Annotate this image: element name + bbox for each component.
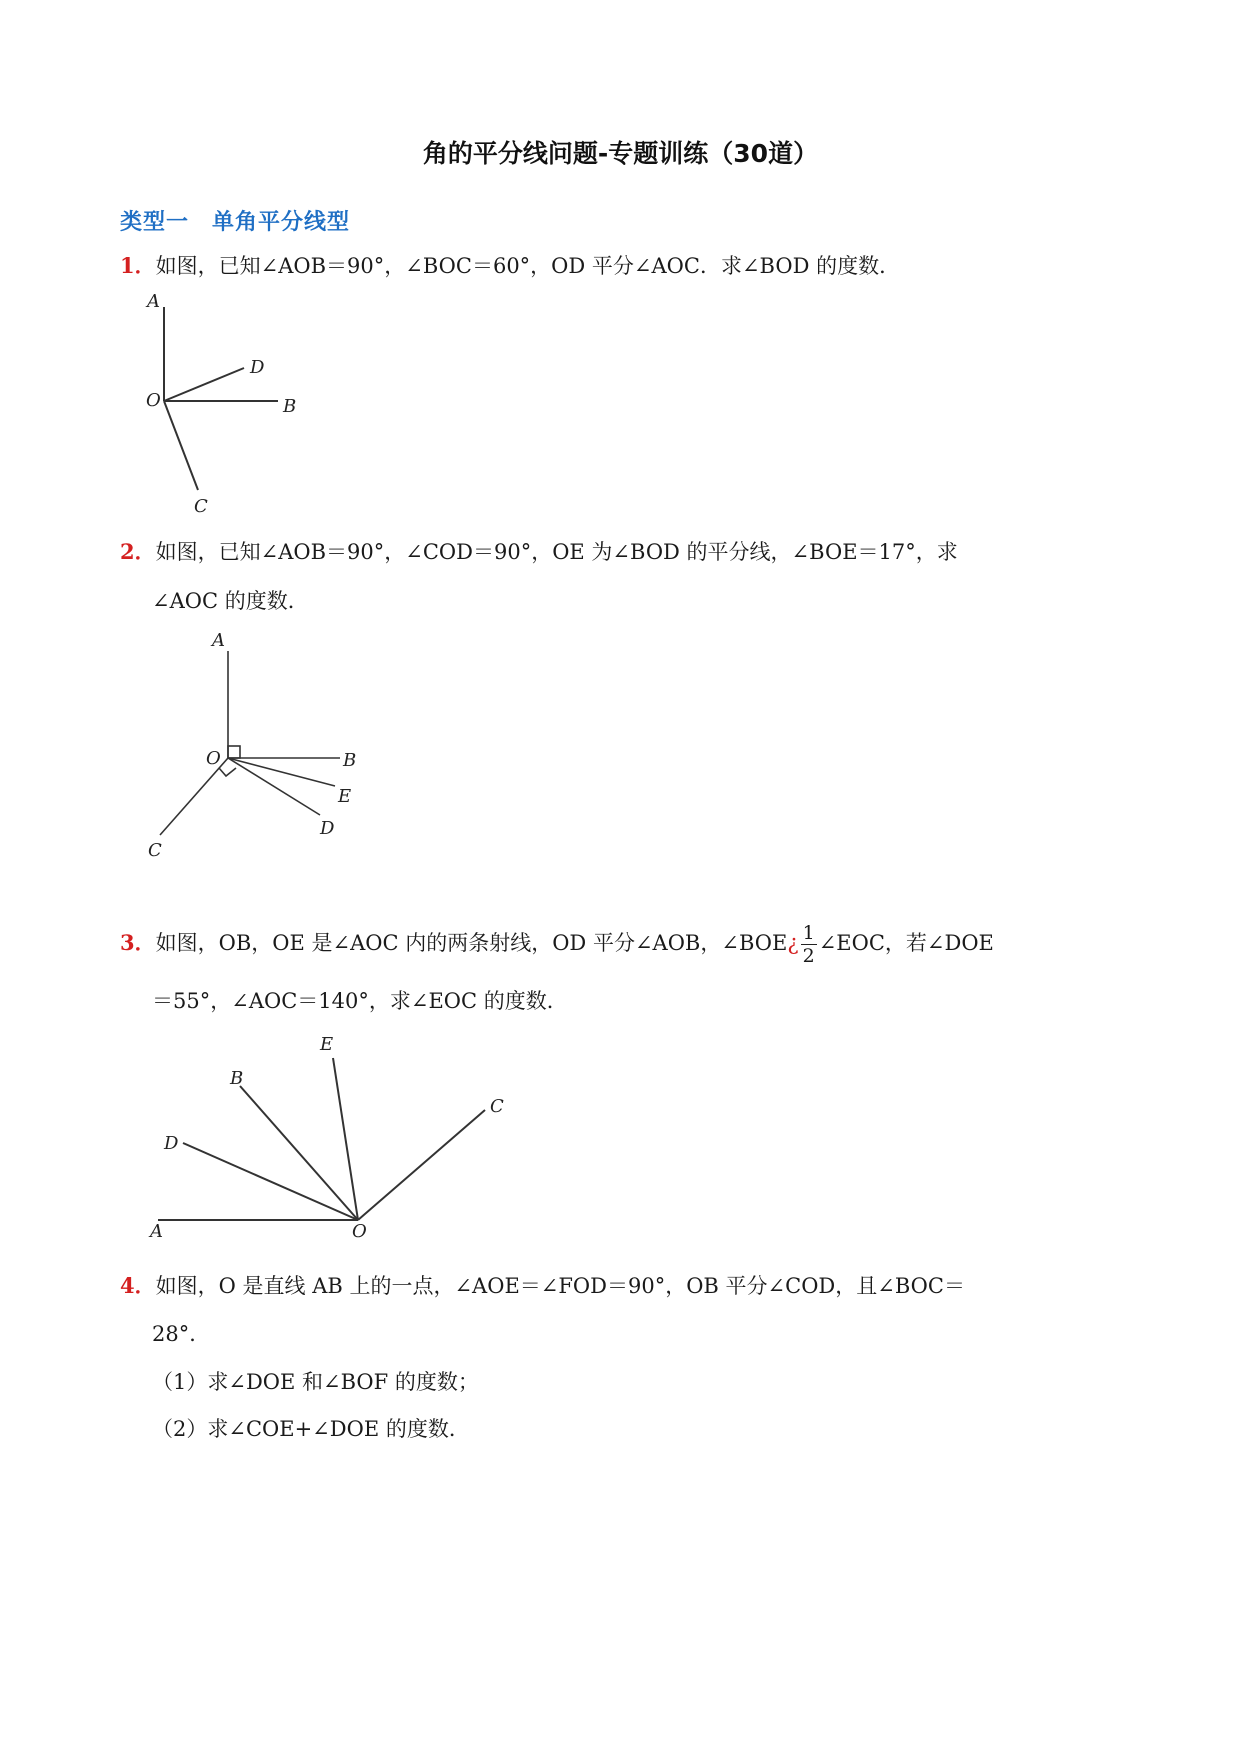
ray-ob	[240, 1086, 358, 1220]
problem-line-end: ∠EOC，若∠DOE	[818, 931, 994, 955]
problem-number: 2．	[120, 539, 156, 564]
fraction-numerator: 1	[802, 922, 815, 944]
ray-od	[228, 758, 320, 815]
problem-4-text	[120, 1271, 965, 1301]
fraction	[801, 922, 817, 967]
label-c: C	[194, 496, 208, 517]
problem-3-text	[120, 915, 994, 971]
ray-od	[183, 1143, 358, 1220]
right-angle-mark-2	[219, 768, 236, 776]
label-o: O	[146, 390, 161, 411]
label-a: A	[150, 1221, 163, 1242]
ray-od	[164, 368, 244, 401]
label-a: A	[212, 630, 225, 651]
problem-line: 如图，O 是直线 AB 上的一点，∠AOE＝∠FOD＝90°，OB 平分∠COD，且∠BOC＝	[155, 1274, 965, 1298]
ray-oc	[358, 1110, 485, 1220]
ray-oc	[160, 758, 228, 835]
ray-oe	[228, 758, 335, 786]
problem-number: 3．	[120, 930, 156, 955]
garbled-char: ¿	[787, 931, 799, 955]
page-title: 角的平分线问题-专题训练（30道）	[422, 139, 819, 168]
problem-number: 4．	[120, 1273, 156, 1298]
ray-oc	[164, 401, 198, 490]
label-b: B	[230, 1068, 244, 1089]
label-e: E	[338, 786, 352, 807]
fraction-denominator: 2	[802, 945, 815, 967]
problem-3-text-line2: ＝55°，∠AOC＝140°，求∠EOC 的度数．	[152, 989, 568, 1013]
problem-line: 如图，已知∠AOB＝90°，∠COD＝90°，OE 为∠BOD 的平分线，∠BOE＝17°，求	[155, 540, 958, 564]
problem-4-subquestion-1: （1）求∠DOE 和∠BOF 的度数；	[152, 1370, 479, 1394]
label-b: B	[343, 750, 357, 771]
label-b: B	[283, 396, 297, 417]
problem-line-start: 如图，OB，OE 是∠AOC 内的两条射线，OD 平分∠AOB，∠BOE	[155, 931, 788, 955]
label-c: C	[148, 840, 162, 861]
label-d: D	[250, 357, 265, 378]
problem-number: 1．	[120, 253, 156, 278]
problem-line: 如图，已知∠AOB＝90°，∠BOC＝60°，OD 平分∠AOC．求∠BOD 的度数．	[155, 254, 901, 278]
problem-4-subquestion-2: （2）求∠COE+∠DOE 的度数．	[152, 1417, 470, 1441]
label-a: A	[147, 291, 160, 312]
label-o: O	[352, 1221, 367, 1242]
label-d: D	[164, 1133, 179, 1154]
problem-2-text-line2: ∠AOC 的度数．	[152, 589, 309, 613]
label-o: O	[206, 748, 221, 769]
section-heading: 类型一 单角平分线型	[120, 210, 351, 235]
problem-1-text	[120, 251, 900, 281]
label-d: D	[320, 818, 335, 839]
label-c: C	[490, 1096, 504, 1117]
ray-oe	[333, 1058, 358, 1220]
right-angle-mark	[228, 746, 240, 758]
label-e: E	[320, 1034, 334, 1055]
problem-2-text	[120, 537, 958, 567]
problem-4-text-line2: 28°．	[152, 1322, 211, 1346]
